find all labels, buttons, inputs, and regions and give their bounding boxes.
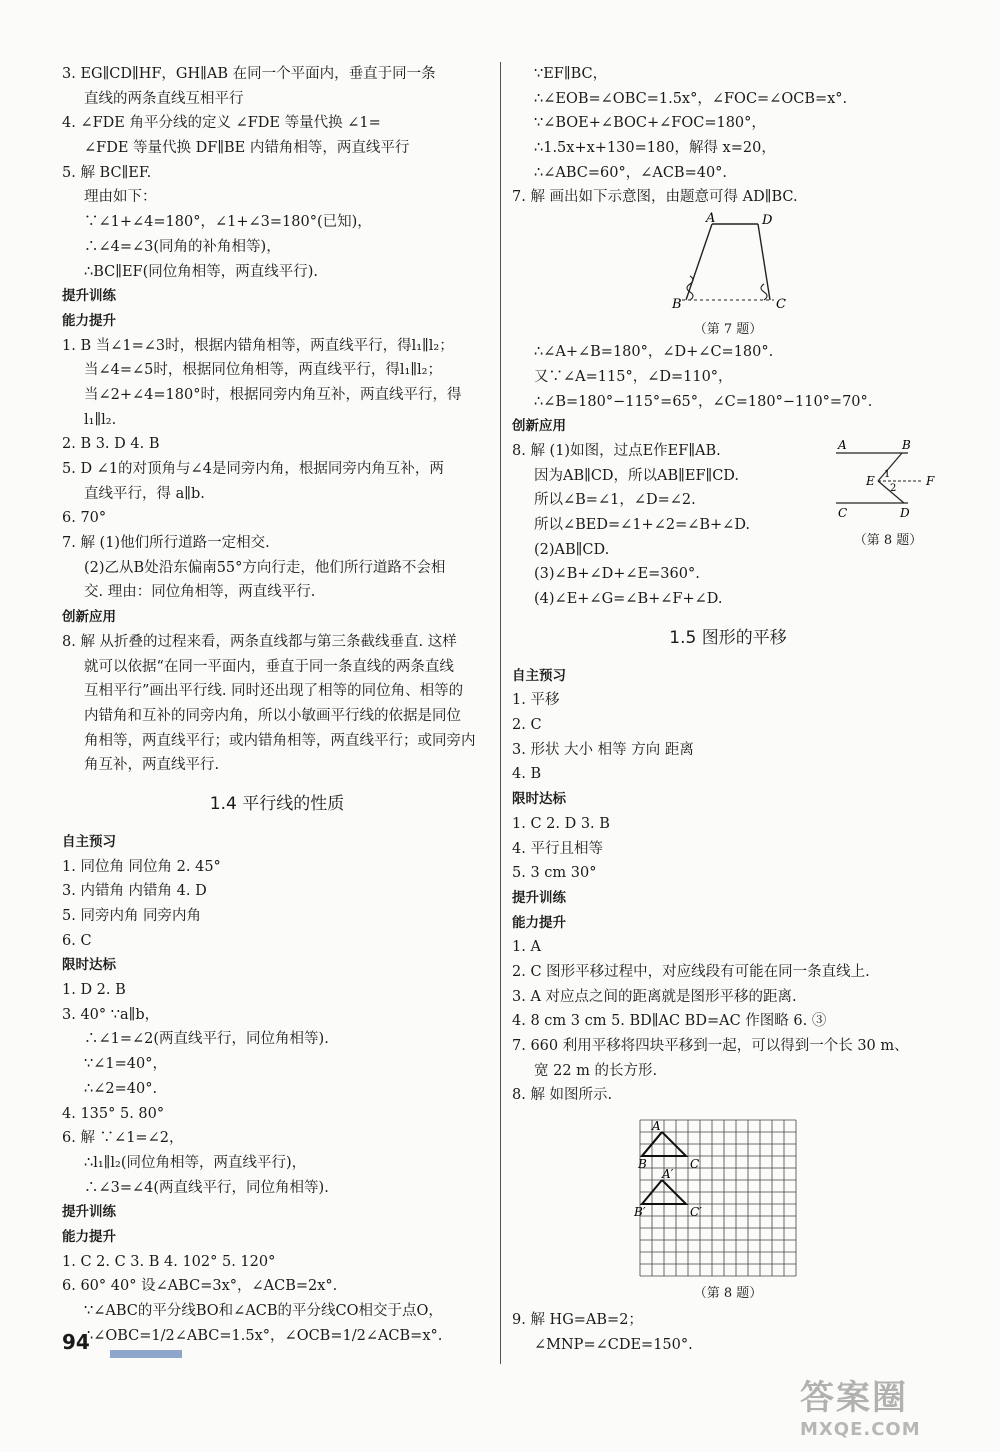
section-label: 自主预习 [512, 667, 566, 684]
answer-line: 8. 解 如图所示. [512, 1087, 613, 1104]
answer-line: ∠FDE 等量代换 DF∥BE 内错角相等，两直线平行 [84, 140, 410, 157]
answer-line: 1. C 2. D 3. B [512, 815, 610, 832]
answer-line: ∴∠3=∠4(两直线平行，同位角相等). [84, 1179, 329, 1196]
trapezoid-figure [512, 210, 944, 314]
answer-line: 3. EG∥CD∥HF，GH∥AB 在同一个平面内，垂直于同一条 [62, 66, 436, 82]
answer-line: ∴BC∥EF(同位角相等，两直线平行). [84, 263, 319, 280]
fig9-label-c: C [690, 1157, 700, 1172]
answer-line: 当∠2+∠4=180°时，根据同旁内角互补，两直线平行，得 [84, 386, 462, 403]
answer-line: 4. 8 cm 3 cm 5. BD∥AC BD=AC 作图略 6. ③ [512, 1013, 827, 1030]
answer-line: 1. 同位角 同位角 2. 45° [62, 858, 221, 875]
answer-line: 又∵∠A=115°，∠D=110°， [534, 368, 733, 385]
fig7-label-c: C [776, 297, 786, 313]
right-block-e [512, 1308, 944, 1357]
answer-line: 9. 解 HG=AB=2； [512, 1312, 643, 1329]
fig8-label-c: C [838, 505, 848, 520]
watermark [800, 1370, 980, 1442]
watermark-title: 答案圈 [800, 1378, 908, 1418]
answer-line: ∴∠A+∠B=180°，∠D+∠C=180°. [534, 344, 774, 361]
answer-line: 1. 平移 [512, 692, 560, 709]
answer-line: 所以∠B=∠1，∠D=∠2. [534, 492, 696, 509]
answer-line: ∴∠4=∠3(同角的补角相等)， [84, 238, 281, 255]
answer-line: 直线平行，得 a∥b. [84, 485, 205, 502]
fig9-label-b2: B′ [634, 1205, 646, 1220]
answer-line: 8. 解 从折叠的过程来看，两条直线都与第三条截线垂直. 这样 [62, 633, 457, 650]
answer-line: 2. C 图形平移过程中，对应线段有可能在同一条直线上. [512, 963, 870, 980]
answer-line: 直线的两条直线互相平行 [84, 90, 244, 107]
answer-line: 宽 22 m 的长方形. [534, 1062, 658, 1079]
answer-line: ∵∠1+∠4=180°，∠1+∠3=180°(已知)， [84, 214, 372, 231]
answer-line: ∵∠BOE+∠BOC+∠FOC=180°， [534, 115, 766, 132]
fig8-label-d: D [900, 505, 910, 520]
answer-line: 3. 形状 大小 相等 方向 距离 [512, 741, 694, 758]
fig9-label-a2: A′ [662, 1167, 674, 1182]
answer-line: ∴l₁∥l₂(同位角相等，两直线平行)， [84, 1154, 307, 1171]
answer-line: 4. ∠FDE 角平分线的定义 ∠FDE 等量代换 ∠1= [62, 115, 381, 132]
answer-line: ∵EF∥BC， [534, 66, 608, 82]
fig7-label-a: A [706, 211, 716, 227]
answer-line: ∵∠ABC的平分线BO和∠ACB的平分线CO相交于点O， [84, 1303, 443, 1319]
answer-line: 3. 内错角 内错角 4. D [62, 883, 207, 900]
answer-line: 就可以依据“在同一平面内，垂直于同一条直线的两条直线 [84, 658, 454, 675]
section-label: 提升训练 [62, 288, 116, 305]
answer-line: 7. 660 利用平移将四块平移到一起，可以得到一个长 30 m、 [512, 1038, 909, 1054]
answer-line: 5. D ∠1的对顶角与∠4是同旁内角，根据同旁内角互补，两 [62, 461, 444, 477]
answer-line: ∠MNP=∠CDE=150°. [534, 1336, 693, 1353]
answer-line: ∵∠1=40°， [84, 1056, 167, 1073]
fig9-label-a: A [652, 1119, 661, 1134]
answer-line: 3. A 对应点之间的距离就是图形平移的距离. [512, 988, 797, 1005]
answer-line: 6. 70° [62, 510, 107, 527]
fig8-angle-1: 1 [884, 468, 891, 480]
fig9-label-c2: C′ [690, 1205, 702, 1220]
grid-lines [640, 1120, 796, 1276]
answer-line: ∴∠B=180°−115°=65°，∠C=180°−110°=70°. [534, 393, 873, 410]
right-block-a [512, 62, 944, 210]
answer-line: 1. A [512, 939, 541, 956]
answer-line: 角互补，两直线平行. [84, 757, 220, 774]
fig8-caption: （第 8 题） [853, 532, 923, 548]
answer-line: 2. B 3. D 4. B [62, 436, 160, 453]
fig8-label-a: A [838, 438, 847, 452]
section-label: 创新应用 [512, 418, 566, 435]
section-label: 自主预习 [62, 833, 116, 850]
answer-line: 6. 60° 40° 设∠ABC=3x°，∠ACB=2x°. [62, 1278, 338, 1295]
answer-line: 7. 解 (1)他们所行道路一定相交. [62, 535, 270, 552]
answer-line: l₁∥l₂. [84, 411, 117, 428]
answer-line: ∴∠2=40°. [84, 1080, 158, 1097]
section-label: 限时达标 [62, 957, 116, 974]
answer-line: 交. 理由：同位角相等，两直线平行. [84, 584, 316, 601]
answer-line: 角相等，两直线平行；或内错角相等，两直线平行；或同旁内 [84, 732, 476, 749]
figure-translation-grid [512, 1108, 944, 1308]
answer-line: ∴∠1=∠2(两直线平行，同位角相等). [84, 1031, 329, 1048]
section-title: 1.4 平行线的性质 [209, 793, 345, 814]
fig7-label-d: D [762, 213, 773, 229]
fig7-caption: （第 7 题） [693, 322, 763, 338]
parallel-lines-figure [832, 439, 944, 525]
answer-line: 1. B 当∠1=∠3时，根据内错角相等，两直线平行，得l₁∥l₂； [62, 337, 454, 354]
answer-line: 7. 解 画出如下示意图，由题意可得 AD∥BC. [512, 189, 798, 206]
answer-line: (3)∠B+∠D+∠E=360°. [534, 566, 700, 583]
answer-line: 4. 平行且相等 [512, 840, 603, 857]
left-column [62, 62, 492, 1348]
figure-7 [512, 210, 944, 340]
column-divider [500, 62, 501, 1364]
watermark-url: MXQE.COM [800, 1419, 921, 1440]
answer-line: 5. 3 cm 30° [512, 865, 597, 882]
answer-line: (2)乙从B处沿东偏南55°方向行走，他们所行道路不会相 [84, 559, 446, 576]
figure-8 [832, 439, 944, 548]
answer-line: 1. C 2. C 3. B 4. 102° 5. 120° [62, 1253, 276, 1270]
section-label: 能力提升 [512, 914, 566, 931]
right-block-b [512, 340, 944, 439]
fig8-label-f: F [926, 473, 935, 488]
right-column [512, 62, 944, 1357]
answer-line: ∴∠ABC=60°，∠ACB=40°. [534, 164, 728, 181]
answer-line: 4. B [512, 766, 542, 783]
section-label: 创新应用 [62, 609, 116, 626]
right-block-d [512, 612, 944, 1108]
fig8-label-b: B [902, 438, 911, 452]
answer-line: 5. 同旁内角 同旁内角 [62, 908, 202, 924]
fig8-label-e: E [866, 473, 875, 488]
answer-line: (2)AB∥CD. [534, 541, 610, 558]
answer-line: 1. D 2. B [62, 982, 126, 999]
answer-line: ∴1.5x+x+130=180，解得 x=20， [534, 140, 776, 157]
section-label: 限时达标 [512, 791, 566, 808]
answer-line: ∴∠OBC=1/2∠ABC=1.5x°，∠OCB=1/2∠ACB=x°. [84, 1327, 443, 1344]
answer-line: 6. 解 ∵∠1=∠2， [62, 1130, 184, 1147]
page-number-bar [110, 1350, 182, 1358]
page-number: 94 [62, 1330, 90, 1354]
answer-line: 6. C [62, 932, 92, 949]
answer-line: 因为AB∥CD，所以AB∥EF∥CD. [534, 467, 740, 484]
answer-line: 所以∠BED=∠1+∠2=∠B+∠D. [534, 516, 751, 533]
answer-line: 3. 40° ∵a∥b， [62, 1006, 160, 1023]
section-label: 能力提升 [62, 312, 116, 329]
answer-line: 理由如下： [84, 189, 157, 206]
grid-figure [512, 1108, 944, 1278]
answer-line: ∴∠EOB=∠OBC=1.5x°，∠FOC=∠OCB=x°. [534, 90, 848, 107]
section-title: 1.5 图形的平移 [669, 627, 787, 648]
section-label: 提升训练 [512, 889, 566, 906]
answer-line: 当∠4=∠5时，根据同位角相等，两直线平行，得l₁∥l₂； [84, 362, 442, 379]
question-8-block [512, 439, 944, 612]
answer-line: 互相平行”画出平行线. 同时还出现了相等的同位角、相等的 [84, 683, 464, 700]
answer-line: 8. 解 (1)如图，过点E作EF∥AB. [512, 442, 721, 459]
answer-line: (4)∠E+∠G=∠B+∠F+∠D. [534, 591, 723, 607]
fig9-caption: （第 8 题） [693, 1286, 763, 1302]
fig9-label-b: B [638, 1157, 647, 1172]
fig8-angle-2: 2 [890, 482, 897, 494]
answer-line: 内错角和互补的同旁内角，所以小敏画平行线的依据是同位 [84, 707, 461, 724]
fig7-label-b: B [672, 297, 682, 313]
answer-line: 4. 135° 5. 80° [62, 1105, 165, 1122]
section-label: 能力提升 [62, 1228, 116, 1245]
section-label: 提升训练 [62, 1204, 116, 1221]
answer-line: 5. 解 BC∥EF. [62, 164, 152, 181]
answer-line: 2. C [512, 717, 542, 734]
